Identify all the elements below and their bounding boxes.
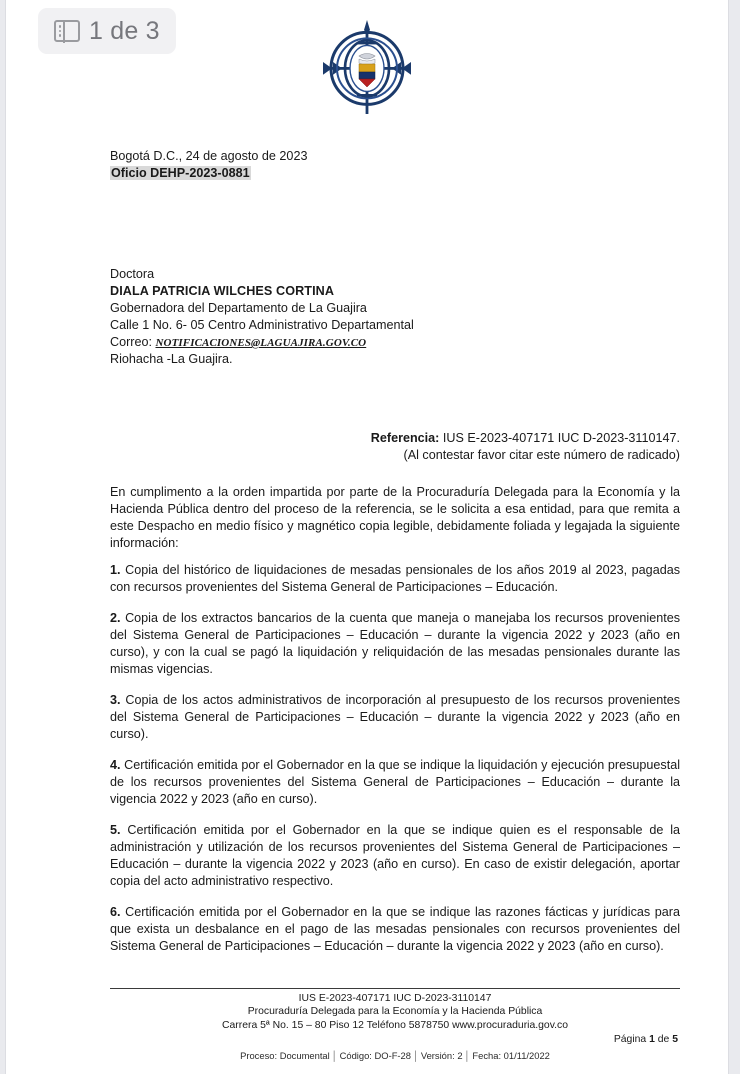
reference-label: Referencia: (370, 431, 440, 445)
page-current: 1 (649, 1033, 655, 1045)
list-item (110, 757, 680, 808)
thumbnail-dots (58, 22, 63, 40)
list-item (110, 692, 680, 743)
footer-proceso: Proceso: Documental (240, 1050, 330, 1062)
footer-version: Versión: 2 (420, 1050, 463, 1062)
addressee-salutation: Doctora (110, 267, 155, 281)
page-middle: de (657, 1033, 670, 1045)
item-text: Certificación emitida por el Gobernador en la que se indique las razones fácticas y jurídicas para que exista un desbalance en el pago de las mesadas pensionales con recursos provenientes del Sistema General de Participaciones – Educación – durante la vigencia 2022 y 2023 (año en curso). (110, 905, 680, 953)
page-total: 5 (672, 1033, 678, 1045)
footer-address: Carrera 5ª No. 15 – 80 Piso 12 Teléfono 5878750 www.procuraduria.gov.co (222, 1019, 568, 1031)
item-text: Certificación emitida por el Gobernador en la que se indique quien es el responsable de la administración y utilización de los recursos provenientes del Sistema General de Participaciones – Educación – durante la vigencia 2022 y 2023 (año en curso). En caso de existir delegación, aportar copia del acto administrativo respectivo. (110, 823, 681, 888)
addressee-position: Gobernadora del Departamento de La Guajira (110, 301, 367, 315)
item-text: Certificación emitida por el Gobernador en la que se indique la liquidación y ejecución presupuestal de los recursos provenientes del Sistema General de Participaciones – Educación – durante la vigencia 2022 y 2023 (año en curso). (110, 758, 681, 806)
footer-metadata (110, 1050, 680, 1062)
page-footer (110, 988, 680, 1062)
reference-value: IUS E-2023-407171 IUC D-2023-3110147. (442, 431, 680, 445)
list-item (110, 562, 680, 596)
item-number: 3. (110, 693, 121, 707)
reference-note: (Al contestar favor citar este número de radicado) (403, 448, 680, 462)
date-block (110, 148, 680, 182)
addressee-address: Calle 1 No. 6- 05 Centro Administrativo Departamental (110, 318, 414, 332)
intro-paragraph: En cumplimento a la orden impartida por parte de la Procuraduría Delegada para la Economía y la Hacienda Pública dentro del proceso de la referencia, se le solicita a esa entidad, para que remita a este Despacho en medio físico y magnético copia legible, debidamente foliada y legajada la siguiente información: (110, 485, 680, 550)
footer-codigo: Código: DO-F-28 (339, 1050, 411, 1062)
addressee-email-link[interactable]: NOTIFICACIONES@LAGUAJIRA.GOV.CO (155, 337, 367, 349)
document-page (6, 0, 728, 1074)
item-number: 2. (110, 611, 121, 625)
list-item (110, 610, 680, 678)
item-number: 6. (110, 905, 121, 919)
item-number: 4. (110, 758, 121, 772)
oficio-number: Oficio DEHP-2023-0881 (111, 166, 250, 180)
page-prefix: Página (613, 1033, 647, 1045)
item-text: Copia de los extractos bancarios de la cuenta que maneja o manejaba los recursos provenientes del Sistema General de Participaciones – Educación – durante la vigencia 2022 y 2023 (año en curso), y con la cual se pagó la liquidación y reliquidación de las mesadas pensionales durante las mismas vigencias. (110, 611, 680, 676)
item-text: Copia de los actos administrativos de incorporación al presupuesto de los recursos provenientes del Sistema General de Participaciones – Educación – durante la vigencia 2022 y 2023 (año en curso). (110, 693, 681, 741)
page-indicator-badge[interactable] (38, 8, 176, 54)
item-text: Copia del histórico de liquidaciones de mesadas pensionales de los años 2019 al 2023, pagadas con recursos provenientes del Sistema General de Participaciones – Educación. (110, 563, 680, 594)
item-number: 5. (110, 823, 121, 837)
footer-divider (110, 988, 680, 989)
reference-block (110, 430, 680, 464)
footer-radicado: IUS E-2023-407171 IUC D-2023-3110147 (298, 993, 492, 1004)
footer-page-number (110, 1033, 680, 1046)
procuraduria-emblem-icon (315, 16, 419, 142)
email-label: Correo: (110, 335, 152, 349)
letter-date: Bogotá D.C., 24 de agosto de 2023 (110, 149, 308, 163)
item-number: 1. (110, 563, 121, 577)
page-indicator-label: 1 de 3 (89, 16, 160, 45)
footer-office: Procuraduría Delegada para la Economía y la Hacienda Pública (247, 1006, 543, 1018)
requested-items-list (110, 562, 680, 969)
meta-separator: │ (464, 1050, 471, 1062)
footer-fecha: Fecha: 01/11/2022 (472, 1050, 550, 1062)
meta-separator: │ (331, 1050, 338, 1062)
list-item (110, 822, 680, 890)
addressee-city: Riohacha -La Guajira. (110, 352, 233, 366)
meta-separator: │ (412, 1050, 419, 1062)
addressee-name: DIALA PATRICIA WILCHES CORTINA (110, 284, 335, 298)
addressee-block (110, 266, 680, 368)
list-item (110, 904, 680, 955)
thumbnail-panel-icon[interactable] (54, 20, 80, 42)
